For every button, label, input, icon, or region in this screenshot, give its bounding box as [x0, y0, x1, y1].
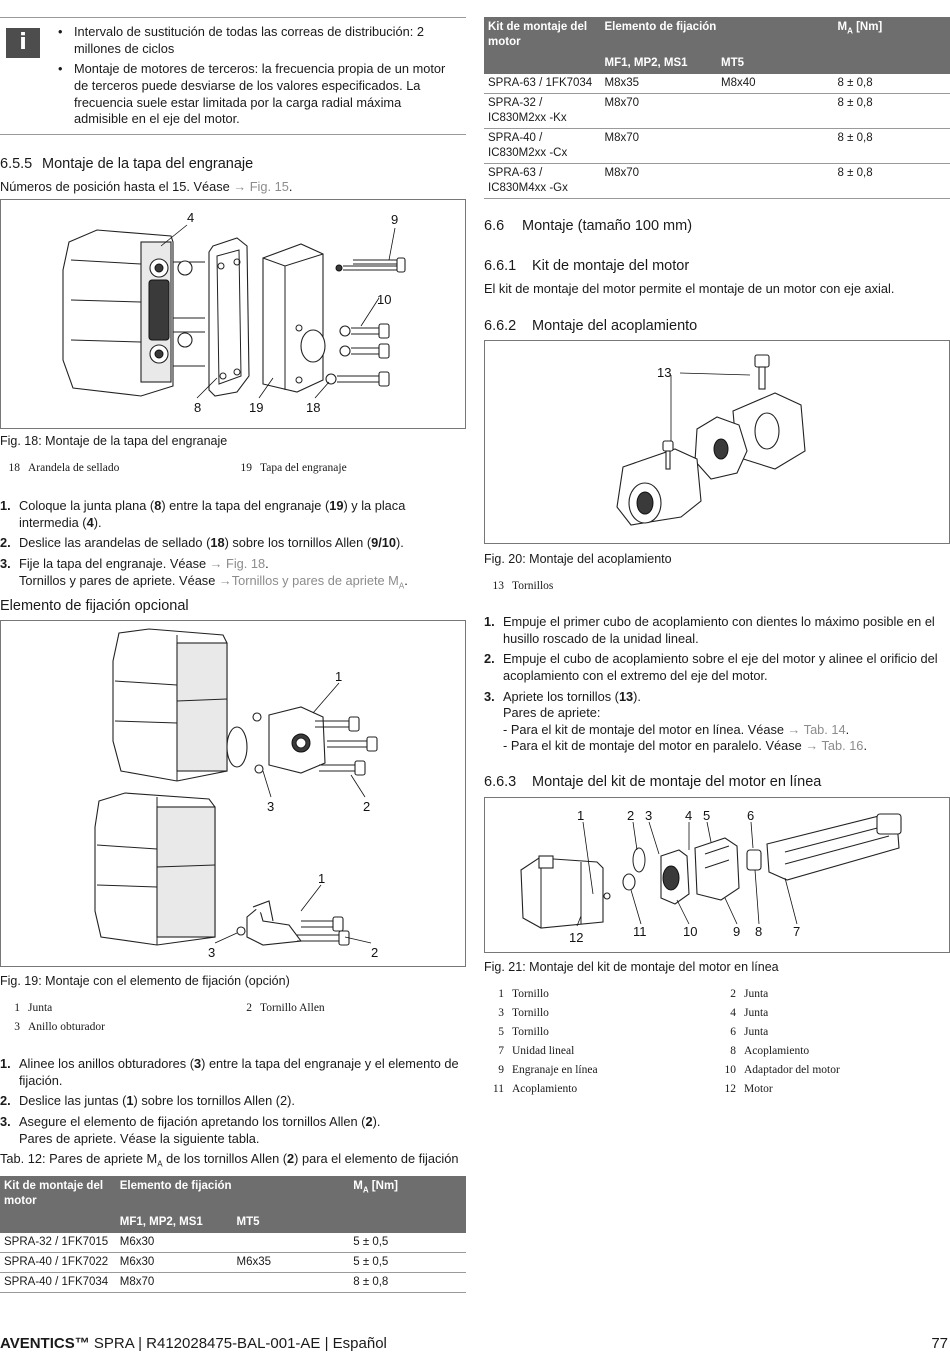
figure-19 — [0, 620, 466, 967]
table-header: MF1, MP2, MS1 — [601, 53, 718, 74]
section-heading-6-5-5: 6.5.5 Montaje de la tapa del engranaje — [0, 156, 254, 172]
figure-18-legend-item: 19 Tapa del engranaje — [240, 462, 347, 474]
callout-8: 8 — [194, 400, 202, 415]
callout-12: 12 — [569, 930, 584, 945]
top-rule — [0, 17, 466, 18]
fig-15-link[interactable]: → Fig. 15 — [233, 179, 289, 194]
mounting-element-drawing — [1, 621, 465, 966]
coupling-drawing — [485, 341, 949, 543]
step-item: 2. Empuje el cubo de acoplamiento sobre el eje del motor y alinee el orificio del acoplamiento con el extremo del eje del motor. — [484, 651, 938, 683]
table-row: SPRA-40 / 1FK7022 M6x30 M6x35 5 ± 0,5 — [0, 1252, 466, 1272]
step-item: 1. Empuje el primer cubo de acoplamiento con dientes lo máximo posible en el husillo roscado de la unidad lineal. — [484, 614, 935, 646]
callout-10: 10 — [683, 924, 698, 939]
figure-21-legend-item: 6 Junta — [730, 1026, 769, 1038]
figure-18 — [0, 199, 466, 429]
figure-18-legend-item: 18 Arandela de sellado — [8, 462, 120, 474]
inline-kit-drawing — [485, 798, 949, 952]
figure-21-legend-item: 10 Adaptador del motor — [724, 1064, 840, 1076]
figure-19-legend-item: 2 Tornillo Allen — [246, 1002, 325, 1014]
step-item: 1. Alinee los anillos obturadores (3) entre la tapa del engranaje y el elemento de fijación. — [0, 1056, 459, 1088]
callout-1: 1 — [318, 871, 326, 886]
gear-cover-drawing — [1, 200, 465, 428]
callout-19: 19 — [249, 400, 264, 415]
step-item: 1. Coloque la junta plana (8) entre la tapa del engranaje (19) y la placa intermedia (4). — [0, 498, 406, 530]
table-row: SPRA-40 / IC830M2xx -Cx M8x70 8 ± 0,8 — [484, 128, 950, 163]
table-header: Elemento de fijación — [601, 17, 834, 53]
callout-6: 6 — [747, 808, 755, 823]
table-header: Kit de montaje del motor — [484, 17, 601, 53]
table-header: MT5 — [717, 53, 834, 74]
figure-19-caption: Fig. 19: Montaje con el elemento de fijación (opción) — [0, 974, 290, 988]
callout-8: 8 — [755, 924, 763, 939]
section-6-6-1-text: El kit de montaje del motor permite el montaje de un motor con eje axial. — [484, 281, 895, 296]
figure-21-legend-item: 8 Acoplamiento — [730, 1045, 810, 1057]
figure-21-caption: Fig. 21: Montaje del kit de montaje del motor en línea — [484, 960, 779, 974]
section-heading-6-6-3: 6.6.3 Montaje del kit de montaje del motor en línea — [484, 774, 822, 790]
info-rule — [0, 134, 466, 135]
callout-7: 7 — [793, 924, 801, 939]
table-12-caption: Tab. 12: Pares de apriete $M_A$ de los tornillos Allen (2) para el elemento de fijación — [0, 1151, 459, 1169]
tab-14-link[interactable]: → Tab. 14 — [787, 721, 846, 737]
table-header: $M_A$ [Nm] — [834, 17, 950, 53]
optional-element-heading: Elemento de fijación opcional — [0, 598, 189, 614]
callout-3: 3 — [267, 799, 275, 814]
table-row: SPRA-32 / 1FK7015 M6x30 5 ± 0,5 — [0, 1233, 466, 1252]
figure-21-legend-item: 1 Tornillo — [498, 988, 549, 1000]
table-header: Kit de montaje del motor — [0, 1176, 116, 1212]
table-header — [484, 53, 601, 74]
table-header: MT5 — [232, 1212, 349, 1233]
table-header — [349, 1212, 466, 1233]
step-item: 3. Asegure el elemento de fijación apretando los tornillos Allen (2). Pares de apriete. Véase la siguiente tabla. — [0, 1113, 381, 1146]
section-heading-6-6-2: 6.6.2 Montaje del acoplamiento — [484, 318, 698, 334]
callout-5: 5 — [703, 808, 711, 823]
callout-10: 10 — [377, 292, 392, 307]
brand-name: AVENTICS™ — [0, 1335, 90, 1352]
callout-9: 9 — [733, 924, 741, 939]
figure-21-legend-item: 7 Unidad lineal — [498, 1045, 575, 1057]
callout-18: 18 — [306, 400, 321, 415]
torque-table-top — [484, 17, 950, 199]
table-row: SPRA-63 / 1FK7034 M8x35 M8x40 8 ± 0,8 — [484, 74, 950, 93]
callout-11: 11 — [633, 924, 647, 939]
callout-13: 13 — [657, 365, 672, 380]
callout-3: 3 — [645, 808, 653, 823]
section-intro: Números de posición hasta el 15. Véase → Fig. 15. — [0, 179, 293, 194]
table-row: SPRA-32 / IC830M2xx -Kx M8x70 8 ± 0,8 — [484, 93, 950, 128]
info-icon: i — [6, 28, 40, 58]
figure-21-legend-item: 9 Engranaje en línea — [498, 1064, 598, 1076]
section-heading-6-6-1: 6.6.1 Kit de montaje del motor — [484, 258, 690, 274]
step-item: 3. Fije la tapa del engranaje. Véase → Fig. 18. Tornillos y pares de apriete. Véase →Tornillos y pares de apriete $M_A$. — [0, 555, 408, 591]
callout-3: 3 — [208, 945, 216, 960]
figure-21-legend-item: 3 Tornillo — [498, 1007, 549, 1019]
callout-2: 2 — [363, 799, 371, 814]
torque-link[interactable]: →Tornillos y pares de apriete $M_A$ — [218, 572, 405, 591]
step-item: 2. Deslice las arandelas de sellado (18) sobre los tornillos Allen (9/10). — [0, 535, 404, 551]
steps-coupling — [484, 614, 950, 759]
step-item: 2. Deslice las juntas (1) sobre los tornillos Allen (2). — [0, 1093, 295, 1109]
table-header — [0, 1212, 116, 1233]
tab-16-link[interactable]: → Tab. 16 — [805, 738, 864, 754]
document-reference: SPRA | R412028475-BAL-001-AE | Español — [89, 1335, 387, 1352]
section-heading-6-6: 6.6 Montaje (tamaño 100 mm) — [484, 218, 693, 234]
figure-19-legend-item: 3 Anillo obturador — [14, 1021, 105, 1033]
callout-1: 1 — [577, 808, 585, 823]
figure-18-caption: Fig. 18: Montaje de la tapa del engranaje — [0, 434, 228, 448]
figure-21-legend-item: 12 Motor — [724, 1083, 773, 1095]
figure-19-legend-item: 1 Junta — [14, 1002, 53, 1014]
fig-18-link[interactable]: → Fig. 18 — [209, 555, 266, 571]
figure-20 — [484, 340, 950, 544]
steps-gear-cover — [0, 498, 462, 595]
figure-20-legend-item: 13 Tornillos — [492, 580, 554, 592]
info-bullet: • Intervalo de sustitución de todas las correas de distribución: 2 millones de ciclos — [56, 24, 456, 57]
callout-4: 4 — [187, 210, 195, 225]
figure-21 — [484, 797, 950, 953]
steps-mounting-element — [0, 1056, 462, 1151]
figure-21-legend-item: 2 Junta — [730, 988, 769, 1000]
step-item: 3. Apriete los tornillos (13). Pares de apriete: - Para el kit de montaje del motor en línea. Véase → Tab. 14. - Para el kit de montaje del motor en paralelo. Véase → Tab. 16. — [484, 688, 867, 754]
figure-21-legend-item: 5 Tornillo — [498, 1026, 549, 1038]
figure-20-caption: Fig. 20: Montaje del acoplamiento — [484, 552, 672, 566]
info-bullet: • Montaje de motores de terceros: la frecuencia propia de un motor de terceros puede desviarse de los valores especificados. La frecuencia suele estar limitada por la carga radial máxima admisible en el eje del motor. — [56, 61, 456, 128]
callout-2: 2 — [627, 808, 635, 823]
table-row: SPRA-63 / IC830M4xx -Gx M8x70 8 ± 0,8 — [484, 163, 950, 198]
figure-21-legend-item: 4 Junta — [730, 1007, 769, 1019]
info-list — [56, 24, 456, 132]
page-number: 77 — [931, 1335, 948, 1352]
callout-9: 9 — [391, 212, 399, 227]
callout-2: 2 — [371, 945, 379, 960]
table-header — [834, 53, 950, 74]
table-row: SPRA-40 / 1FK7034 M8x70 8 ± 0,8 — [0, 1272, 466, 1292]
callout-4: 4 — [685, 808, 693, 823]
figure-21-legend-item: 11 Acoplamiento — [492, 1083, 578, 1095]
table-header: MF1, MP2, MS1 — [116, 1212, 233, 1233]
table-12 — [0, 1176, 466, 1293]
table-header: $M_A$ [Nm] — [349, 1176, 466, 1212]
table-header: Elemento de fijación — [116, 1176, 350, 1212]
callout-1: 1 — [335, 669, 343, 684]
page-footer — [0, 1334, 950, 1354]
